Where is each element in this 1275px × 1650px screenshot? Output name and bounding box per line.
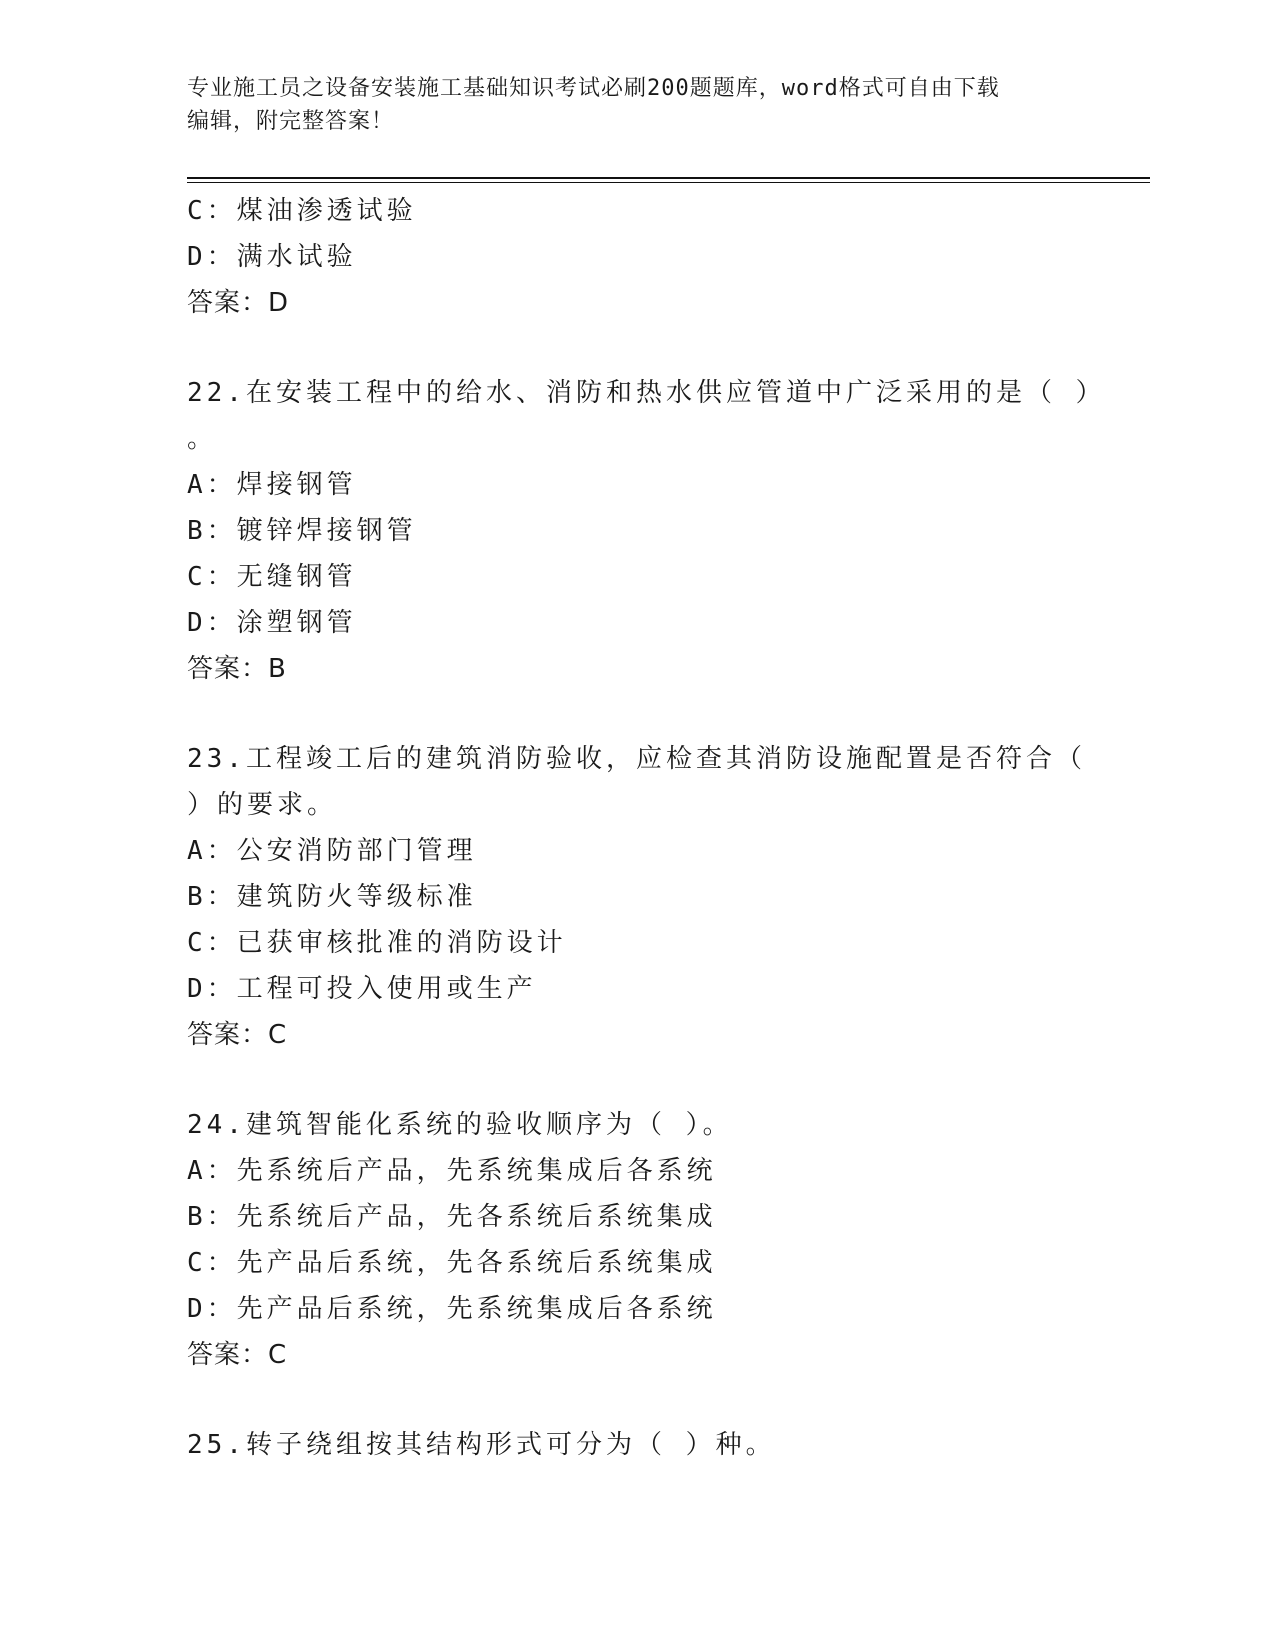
question-stem-line-1: 25.转子绕组按其结构形式可分为（ ）种。 xyxy=(187,1430,776,1460)
question-22 xyxy=(187,370,1106,692)
header-divider-thin xyxy=(187,182,1150,183)
question-23 xyxy=(187,736,1087,1058)
question-21 xyxy=(187,188,1087,326)
option-d: D：先产品后系统，先系统集成后各系统 xyxy=(187,1294,717,1324)
option-d: D：涂塑钢管 xyxy=(187,608,357,638)
option-d: D：工程可投入使用或生产 xyxy=(187,974,537,1004)
question-list xyxy=(187,188,1106,1468)
question-stem-line-2: 。 xyxy=(187,424,218,454)
option-a: A：先系统后产品，先系统集成后各系统 xyxy=(187,1156,717,1186)
option-d: D：满水试验 xyxy=(187,242,357,272)
option-c: C：已获审核批准的消防设计 xyxy=(187,928,567,958)
option-a: A：公安消防部门管理 xyxy=(187,836,477,866)
option-c: C：先产品后系统，先各系统后系统集成 xyxy=(187,1248,717,1278)
document-header xyxy=(187,72,1067,138)
header-title-line-1: 专业施工员之设备安装施工基础知识考试必刷200题题库，word格式可自由下载 xyxy=(187,76,1000,101)
question-stem-line-1: 22.在安装工程中的给水、消防和热水供应管道中广泛采用的是（ ） xyxy=(187,378,1106,408)
answer-label: 答案：B xyxy=(187,654,287,684)
option-b: B：先系统后产品，先各系统后系统集成 xyxy=(187,1202,717,1232)
option-b: B：建筑防火等级标准 xyxy=(187,882,477,912)
answer-label: 答案：C xyxy=(187,1340,288,1370)
option-b: B：镀锌焊接钢管 xyxy=(187,516,417,546)
answer-label: 答案：C xyxy=(187,1020,288,1050)
question-stem-line-1: 24.建筑智能化系统的验收顺序为（ ）。 xyxy=(187,1110,733,1140)
option-c: C：无缝钢管 xyxy=(187,562,357,592)
option-c: C：煤油渗透试验 xyxy=(187,196,417,226)
header-divider-thick xyxy=(187,177,1150,179)
answer-label: 答案：D xyxy=(187,288,290,318)
question-25 xyxy=(187,1422,1087,1468)
option-a: A：焊接钢管 xyxy=(187,470,357,500)
question-stem-line-1: 23.工程竣工后的建筑消防验收，应检查其消防设施配置是否符合（ xyxy=(187,744,1086,774)
header-title-line-2: 编辑，附完整答案！ xyxy=(187,109,395,134)
question-stem-line-2: ）的要求。 xyxy=(187,790,338,820)
question-24 xyxy=(187,1102,1087,1378)
